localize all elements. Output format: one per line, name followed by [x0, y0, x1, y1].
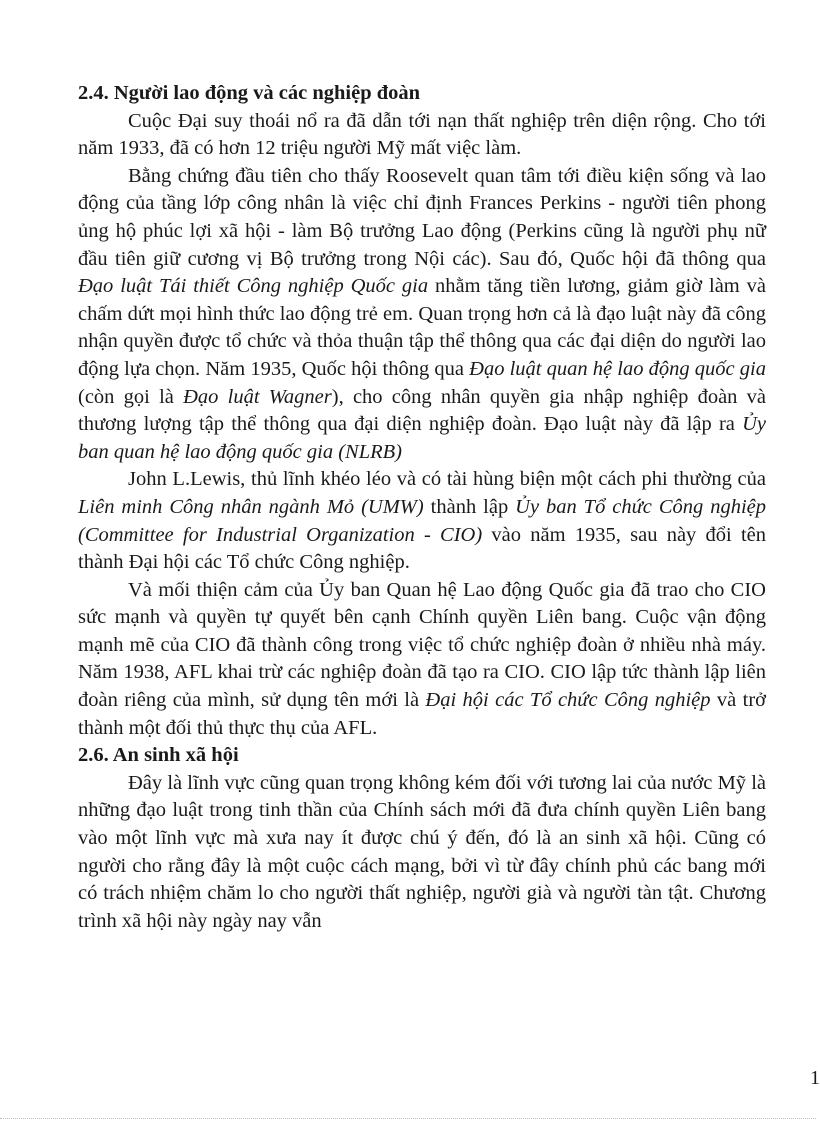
- paragraph-great-depression: Cuộc Đại suy thoái nổ ra đã dẫn tới nạn thất nghiệp trên diện rộng. Cho tới năm 1933, đã có hơn 12 triệu người Mỹ mất việc làm.: [78, 109, 766, 160]
- text-span: ), cho công nhân quyền gia nhập nghiệp đoàn và thương lượng tập thể thông qua đại diện nghiệp đoàn. Đạo luật này đã lập ra: [78, 385, 767, 436]
- text-span: vào năm 1935, sau này đổi tên thành Đại hội các Tổ chức Công nghiệp.: [78, 523, 767, 574]
- paragraph-cio-afl: [78, 577, 766, 743]
- section-heading-labor-unions: 2.4. Người lao động và các nghiệp đoàn: [78, 82, 421, 104]
- italic-umw: Liên minh Công nhân ngành Mỏ (UMW): [78, 495, 424, 518]
- document-page: [78, 80, 766, 935]
- italic-nlrb: Ủy ban quan hệ lao động quốc gia (NLRB): [78, 413, 766, 463]
- italic-wagner-act: Đạo luật Wagner: [183, 385, 332, 408]
- text-span: Bằng chứng đầu tiên cho thấy Roosevelt quan tâm tới điều kiện sống và lao động của tầng lớp công nhân là việc chỉ định Frances Perkins - người tiên phong ủng hộ phúc lợi xã hội - làm Bộ trưởng Lao động (Perkins cũng là người phụ nữ đầu tiên giữ cương vị Bộ trưởng trong Nội các). Sau đó, Quốc hội đã thông qua: [78, 164, 766, 270]
- page-number: 1: [810, 1067, 820, 1089]
- text-span: Và mối thiện cảm của Ủy ban Quan hệ Lao động Quốc gia đã trao cho CIO sức mạnh và quyền tự quyết bên cạnh Chính quyền Liên bang. Cuộc vận động mạnh mẽ của CIO đã thành công trong việc tổ chức nghiệp đoàn ở nhiều nhà máy. Năm 1938, AFL khai trừ các nghiệp đoàn đã tạo ra CIO. CIO lập tức thành lập liên đoàn riêng của mình, sử dụng tên mới là: [78, 578, 766, 712]
- paragraph-john-lewis: [78, 466, 766, 576]
- text-span: (còn gọi là: [78, 385, 184, 408]
- paragraph-roosevelt-perkins: [78, 163, 766, 467]
- text-span: nhằm tăng tiền lương, giảm giờ làm và chấm dứt mọi hình thức lao động trẻ em. Quan trọng hơn cả là đạo luật này đã công nhận quyền được tổ chức và thỏa thuận tập thể thông qua các đại diện do người lao động lựa chọn. Năm 1935, Quốc hội thông qua: [78, 275, 767, 380]
- italic-act-labor-relations: Đạo luật quan hệ lao động quốc gia: [469, 357, 766, 380]
- text-span: và trở thành một đối thủ thực thụ của AFL.: [78, 689, 766, 739]
- text-span: thành lập: [423, 495, 516, 518]
- page-bottom-divider: [0, 1118, 816, 1119]
- italic-congress-industrial: Đại hội các Tổ chức Công nghiệp: [425, 689, 711, 712]
- paragraph-social-security: Đây là lĩnh vực cũng quan trọng không kém đối với tương lai của nước Mỹ là những đạo luật trong tinh thần của Chính sách mới đã đưa chính quyền Liên bang vào một lĩnh vực mà xưa nay ít được chú ý đến, đó là an sinh xã hội. Cũng có người cho rằng đây là một cuộc cách mạng, bởi vì từ đây chính phủ các bang mới có trách nhiệm chăm lo cho người thất nghiệp, người già và người tàn tật. Chương trình xã hội này ngày nay vẫn: [78, 771, 766, 932]
- italic-act-reconstruction: Đạo luật Tái thiết Công nghiệp Quốc gia: [78, 275, 429, 298]
- text-span: John L.Lewis, thủ lĩnh khéo léo và có tài hùng biện một cách phi thường của: [128, 468, 766, 491]
- italic-cio: Ủy ban Tổ chức Công nghiệp (Committee for Industrial Organization - CIO): [78, 495, 767, 546]
- section-heading-social-security: 2.6. An sinh xã hội: [78, 744, 239, 767]
